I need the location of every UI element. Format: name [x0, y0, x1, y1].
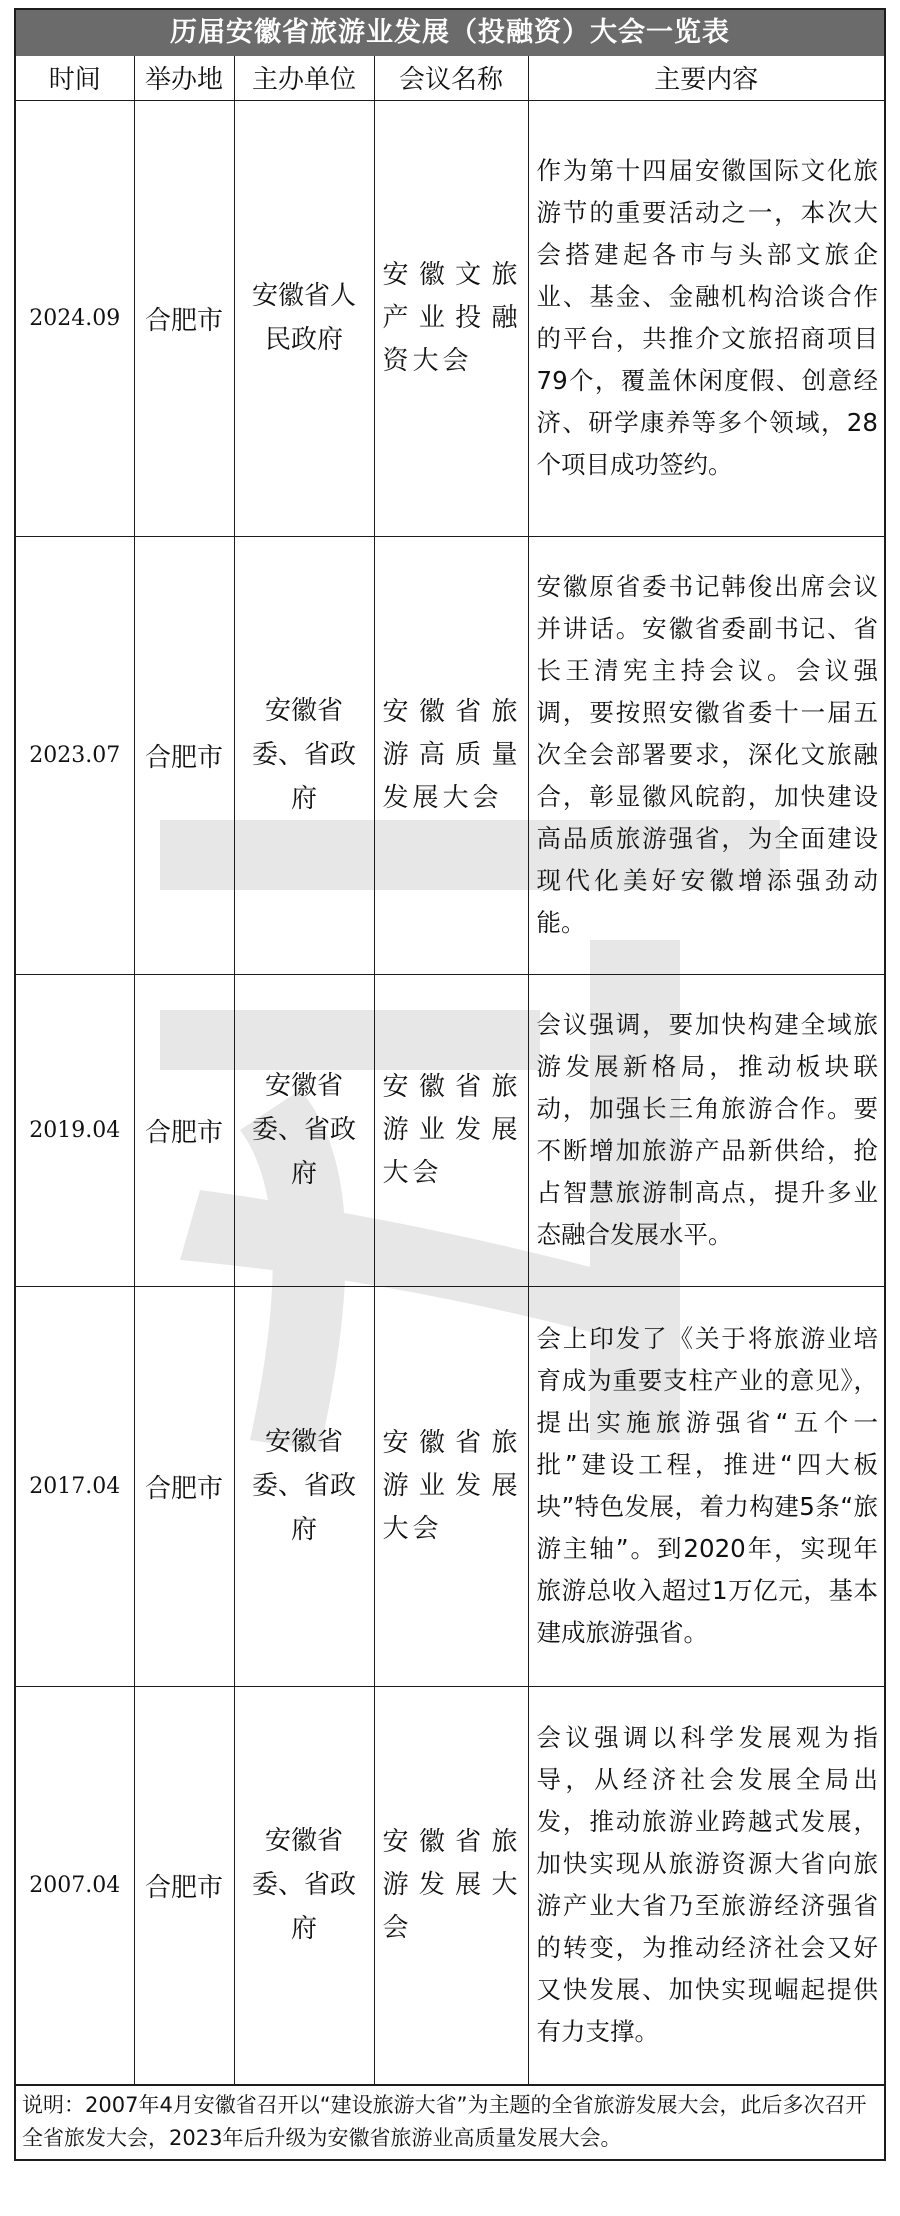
table-title: 历届安徽省旅游业发展（投融资）大会一览表: [16, 10, 884, 56]
cell-host: 安徽省委、省政府: [234, 536, 374, 974]
cell-time: 2007.04: [16, 1686, 134, 2084]
cell-content: 会议强调以科学发展观为指导，从经济社会发展全局出发，推动旅游业跨越式发展，加快实现从旅游资源大省向旅游产业大省乃至旅游经济强省的转变，为推动经济社会又好又快发展、加快实现崛起提供有力支撑。: [528, 1686, 884, 2084]
cell-host: 安徽省委、省政府: [234, 1286, 374, 1686]
cell-content: 作为第十四届安徽国际文化旅游节的重要活动之一，本次大会搭建起各市与头部文旅企业、基金、金融机构洽谈合作的平台，共推介文旅招商项目79个，覆盖休闲度假、创意经济、研学康养等多个领域，28个项目成功签约。: [528, 100, 884, 536]
header-content: 主要内容: [528, 56, 884, 100]
cell-name: 安徽省旅游发展大会: [374, 1686, 528, 2084]
table-row: [16, 1286, 884, 1686]
cell-host: 安徽省委、省政府: [234, 974, 374, 1286]
header-time: 时间: [16, 56, 134, 100]
table-note: 说明：2007年4月安徽省召开以“建设旅游大省”为主题的全省旅游发展大会，此后多次召开全省旅发大会，2023年后升级为安徽省旅游业高质量发展大会。: [16, 2085, 884, 2159]
table-row: [16, 974, 884, 1286]
table-row: [16, 536, 884, 974]
cell-name: 安徽省旅游业发展大会: [374, 974, 528, 1286]
cell-time: 2017.04: [16, 1286, 134, 1686]
header-name: 会议名称: [374, 56, 528, 100]
cell-name: 安徽省旅游业发展大会: [374, 1286, 528, 1686]
cell-place: 合肥市: [134, 1686, 234, 2084]
cell-content: 会上印发了《关于将旅游业培育成为重要支柱产业的意见》，提出实施旅游强省“五个一批”建设工程，推进“四大板块”特色发展，着力构建5条“旅游主轴”。到2020年，实现年旅游总收入超过1万亿元，基本建成旅游强省。: [528, 1286, 884, 1686]
cell-host: 安徽省委、省政府: [234, 1686, 374, 2084]
cell-place: 合肥市: [134, 974, 234, 1286]
table-frame: [14, 8, 886, 2161]
cell-place: 合肥市: [134, 536, 234, 974]
table-row: [16, 1686, 884, 2084]
header-place: 举办地: [134, 56, 234, 100]
cell-content: 会议强调，要加快构建全域旅游发展新格局，推动板块联动，加强长三角旅游合作。要不断增加旅游产品新供给，抢占智慧旅游制高点，提升多业态融合发展水平。: [528, 974, 884, 1286]
cell-name: 安徽省旅游高质量发展大会: [374, 536, 528, 974]
cell-host: 安徽省人民政府: [234, 100, 374, 536]
cell-time: 2023.07: [16, 536, 134, 974]
header-row: [16, 56, 884, 100]
cell-name: 安徽文旅产业投融资大会: [374, 100, 528, 536]
table-row: [16, 100, 884, 536]
cell-time: 2019.04: [16, 974, 134, 1286]
cell-content: 安徽原省委书记韩俊出席会议并讲话。安徽省委副书记、省长王清宪主持会议。会议强调，要按照安徽省委十一届五次全会部署要求，深化文旅融合，彰显徽风皖韵，加快建设高品质旅游强省，为全面建设现代化美好安徽增添强劲动能。: [528, 536, 884, 974]
cell-place: 合肥市: [134, 100, 234, 536]
cell-place: 合肥市: [134, 1286, 234, 1686]
cell-time: 2024.09: [16, 100, 134, 536]
conference-table: [16, 56, 884, 2085]
header-host: 主办单位: [234, 56, 374, 100]
